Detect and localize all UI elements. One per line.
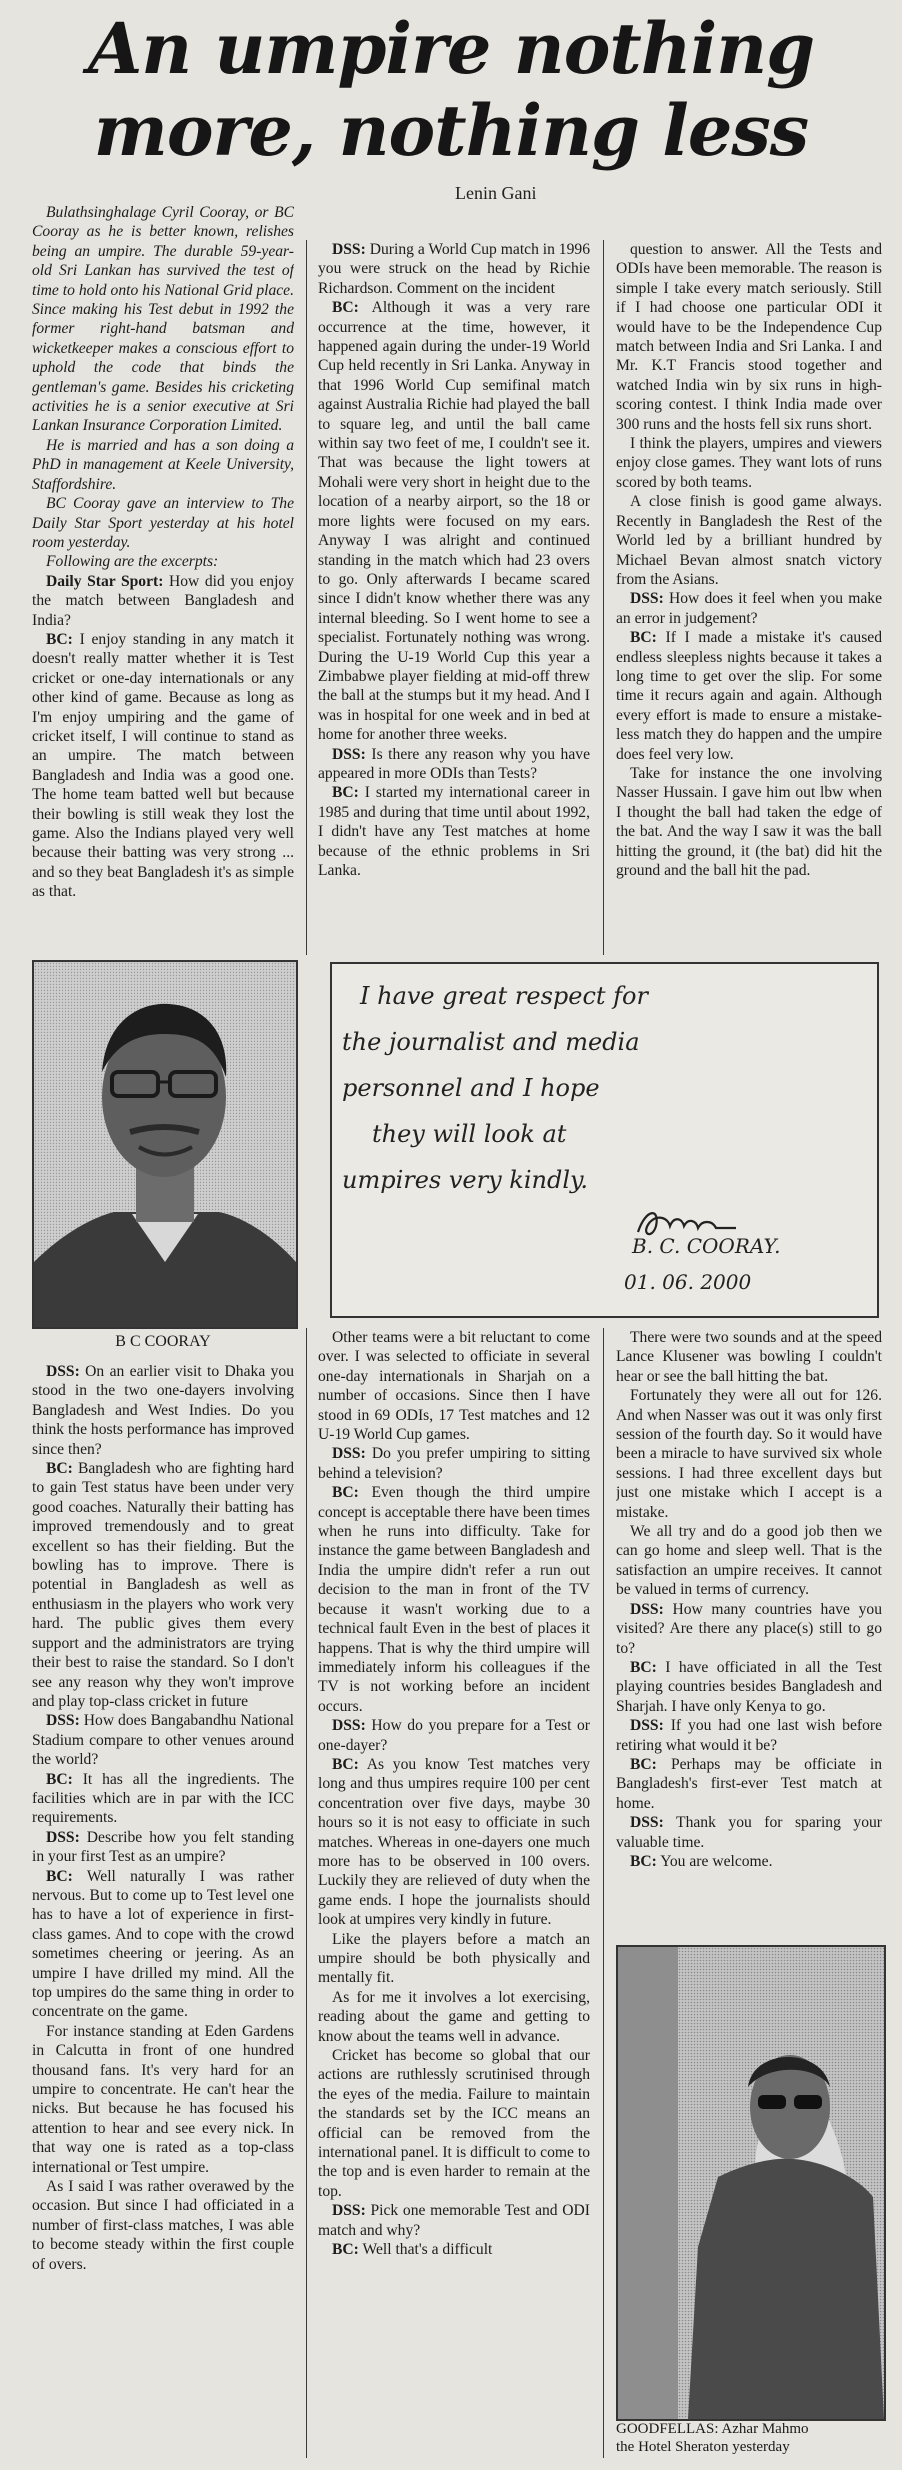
article-paragraph	[318, 298, 590, 744]
article-paragraph	[32, 1459, 294, 1711]
speaker-label: DSS:	[332, 241, 366, 258]
speaker-label: DSS:	[46, 1828, 80, 1846]
speaker-label: BC:	[630, 1658, 657, 1676]
paragraph-text: Even though the third umpire concept is acceptable there have been times when he runs into difficulty. Take for instance the game between Bangladesh and India the umpire didn't refer a run out decision to the man in front of the TV because it wasn't working due to a technical fault Even in the best of places it happens. That is why the third umpire will immediately inform his colleagues if the TV is not working before an incident occurs.	[318, 1484, 590, 1715]
paragraph-text: If I made a mistake it's caused endless sleepless nights because it takes a long time to get over the slip. For some time it recurs again and again. Although every effort is made to ensure a mistake-less match they do happen and the umpire does feel very low.	[616, 629, 882, 763]
article-paragraph	[616, 1716, 882, 1755]
article-paragraph	[616, 1813, 882, 1852]
column-3-top	[616, 240, 882, 955]
speaker-label: BC:	[332, 2241, 359, 2259]
article-paragraph	[616, 240, 882, 434]
article-paragraph	[616, 1755, 882, 1813]
speaker-label: DSS:	[630, 1717, 664, 1735]
article-paragraph	[32, 1711, 294, 1769]
article-paragraph	[616, 1658, 882, 1716]
speaker-label: BC:	[332, 784, 359, 802]
handwriting-line: the journalist and media	[342, 1028, 640, 1056]
headline-line-2: more, nothing less	[93, 89, 809, 172]
goodfellas-caption	[616, 2420, 882, 2456]
article-paragraph	[616, 1386, 882, 1522]
paragraph-text: Perhaps may be officiate in Bangladesh's first-ever Test match at home.	[616, 1755, 882, 1812]
paragraph-text: For instance standing at Eden Gardens in Calcutta in front of one hundred thousand fans. It's very hard for an umpire to concentrate. He can't hear the nicks. But because he has focused his attention to hear and see every nick. In that way one is rated as a top-class international or Test umpire.	[32, 2022, 294, 2176]
paragraph-text: Well naturally I was rather nervous. But to come up to Test level one has to have a lot of experience in first-class games. And to cope with the crowd sometimes cheering or jeering. As an umpire I have drilled my mind. All the top umpires do the same thing in order to concentrate on the game.	[32, 1867, 294, 2021]
interview-text	[32, 572, 294, 902]
intro-paragraph: Following are the excerpts:	[46, 553, 219, 571]
signed-date: 01. 06. 2000	[624, 1270, 752, 1294]
column-2-top	[318, 240, 590, 955]
paragraph-text: Is there any reason why you have appeared in more ODIs than Tests?	[318, 745, 590, 782]
article-paragraph	[318, 1444, 590, 1483]
paragraph-text: Thank you for sparing your valuable time.	[616, 1814, 882, 1851]
paragraph-text: Do you prefer umpiring to sitting behind a television?	[318, 1445, 590, 1482]
speaker-label: BC:	[332, 1755, 359, 1773]
speaker-label: DSS:	[630, 1814, 664, 1832]
article-paragraph	[32, 1362, 294, 1459]
column-2-bottom	[318, 1328, 590, 2458]
column-1-bottom	[32, 1362, 294, 2457]
handwriting-line: umpires very kindly.	[342, 1166, 589, 1194]
article-paragraph	[318, 2201, 590, 2240]
speaker-label: DSS:	[332, 2202, 366, 2220]
speaker-label: DSS:	[332, 1717, 366, 1735]
paragraph-text: During a World Cup match in 1996 you were struck on the head by Richie Richardson. Comment on the incident	[318, 241, 590, 297]
speaker-label: BC:	[46, 1460, 73, 1478]
paragraph-text: Pick one memorable Test and ODI match and why?	[318, 2202, 590, 2239]
paragraph-text: A close finish is good game always. Recently in Bangladesh the Rest of the World led by a brilliant hundred by Michael Bevan almost snatch victory from the Asians.	[616, 493, 882, 588]
signed-name: B. C. COORAY.	[632, 1234, 781, 1258]
goodfellas-image	[618, 1947, 884, 2419]
column-3-bottom	[616, 1328, 882, 1938]
article-paragraph	[616, 1522, 882, 1600]
article-paragraph	[616, 492, 882, 589]
article-paragraph	[318, 1716, 590, 1755]
article-paragraph	[32, 630, 294, 902]
paragraph-text: As you know Test matches very long and thus umpires require 100 per cent concentration over five days, maybe 30 hours so it is not easy to officiate in such matches. Whereas in one-dayers one much more has to be observed in 100 overs. Luckily they are relieved of duty when the game ends. I hope the journalists should look at umpires very kindly in future.	[318, 1755, 590, 1929]
article-paragraph	[318, 1328, 590, 1444]
paragraph-text: Although it was a very rare occurrence at the time, however, it happened again during the under-19 World Cup held recently in Sri Lanka. Anyway in that 1996 World Cup semifinal match against Australia Richie had played the ball to square leg, and until the ball came within say two feet of me, I couldn't see it. That was because the light towers at Mohali were very short in height due to the location of a nearby airport, so the 18 or more lights were focused on my ears. Anyway I was alright and continued standing in the match which had 23 overs to go. Only afterwards I became scared since I didn't know whether there was any internal bleeding. So I went home to see a specialist. Fortunately nothing was wrong. During the U-19 World Cup this year a Zimbabwe player fielding at mid-off threw the ball at the stumps but it my head. And I was in hospital for one week and in bed at home for another three weeks.	[318, 299, 590, 744]
column-1-top	[32, 203, 294, 955]
article-paragraph	[32, 572, 294, 630]
intro-paragraph: Bulathsinghalage Cyril Cooray, or BC Cooray as he is better known, relishes being an umpire. The durable 59-year-old Sri Lankan has survived the test of time to hold onto his National Grid place. Since making his Test debut in 1992 the former right-hand batsman and wicketkeeper makes a conscious effort to uphold the code that binds the gentleman's game. Besides his cricketing activities he is a senior executive at Sri Lankan Insurance Corporation Limited.	[32, 204, 294, 435]
speaker-label: BC:	[630, 629, 657, 647]
goodfellas-caption-line-1: GOODFELLAS: Azhar Mahmo	[616, 2421, 809, 2437]
paragraph-text: Describe how you felt standing in your first Test as an umpire?	[32, 1828, 294, 1866]
handwriting-line: personnel and I hope	[342, 1074, 600, 1102]
headline	[0, 8, 902, 172]
paragraph-text: We all try and do a good job then we can go home and sleep well. That is the satisfaction an umpire receives. It cannot be valued in terms of currency.	[616, 1523, 882, 1599]
article-paragraph	[616, 628, 882, 764]
article-paragraph	[318, 2046, 590, 2201]
paragraph-text: question to answer. All the Tests and ODIs have been memorable. The reason is simple I take every match seriously. Still if I had choose one particular ODI it would have to be the Independence Cup match between India and Sri Lanka. I and Mr. K.T Francis stood together and watched India win by six runs in high-scoring contest. I think India made over 300 runs and the hosts fell six runs short.	[616, 241, 882, 433]
speaker-label: BC:	[332, 1484, 359, 1502]
speaker-label: DSS:	[630, 1600, 664, 1618]
paragraph-text: If you had one last wish before retiring what would it be?	[616, 1717, 882, 1754]
article-paragraph	[318, 1483, 590, 1716]
column-rule	[603, 240, 604, 955]
handwriting-line: I have great respect for	[360, 982, 648, 1010]
handwritten-note	[330, 962, 879, 1318]
paragraph-text: How do you prepare for a Test or one-dayer?	[318, 1717, 590, 1754]
article-paragraph	[616, 589, 882, 628]
article-paragraph	[318, 745, 590, 784]
article-paragraph	[32, 2022, 294, 2177]
paragraph-text: Bangladesh who are fighting hard to gain Test status have been under very good coaches. Naturally their batting has improved tremendously and to great excellent so has their fielding. But the bowling has to improve. There is potential in Bangladesh as well as enthusiasm in the players who work very hard. The public gives them every support and the administrators are trying their best to raise the standard. So I don't see any reason why they won't improve and play top-class cricket in future	[32, 1460, 294, 1710]
speaker-label: BC:	[332, 299, 359, 317]
paragraph-text: How does Bangabandhu National Stadium compare to other venues around the world?	[32, 1712, 294, 1769]
article-paragraph	[318, 1755, 590, 1930]
speaker-label: BC:	[46, 630, 73, 648]
paragraph-text: How did you enjoy the match between Bangladesh and India?	[32, 572, 294, 629]
goodfellas-caption-line-2: the Hotel Sheraton yesterday	[616, 2439, 790, 2455]
paragraph-text: It has all the ingredients. The facilities which are in par with the ICC requirements.	[32, 1770, 294, 1827]
article-paragraph	[32, 1828, 294, 1867]
article-paragraph	[318, 1930, 590, 1988]
paragraph-text: On an earlier visit to Dhaka you stood in the two one-dayers involving Bangladesh and West Indies. Do you think the hosts performance has improved since then?	[32, 1363, 294, 1458]
paragraph-text: I have officiated in all the Test playing countries besides Bangladesh and Sharjah. I have only Kenya to go.	[616, 1658, 882, 1715]
paragraph-text: How many countries have you visited? Are there any place(s) still to go to?	[616, 1600, 882, 1657]
speaker-label: Daily Star Sport:	[46, 572, 164, 590]
column-rule	[603, 1328, 604, 2458]
intro-paragraph: BC Cooray gave an interview to The Daily Star Sport yesterday at his hotel room yesterday.	[32, 495, 294, 551]
paragraph-text: Other teams were a bit reluctant to come over. I was selected to officiate in several one-day internationals in Sharjah on a number of occasions. Since then I have stood in 69 ODIs, 17 Test matches and 12 U-19 World Cup games.	[318, 1329, 590, 1444]
article-paragraph	[32, 1867, 294, 2022]
article-paragraph	[616, 1852, 882, 1871]
article-paragraph	[318, 240, 590, 298]
speaker-label: DSS:	[630, 590, 664, 608]
portrait-image	[34, 962, 296, 1327]
paragraph-text: I enjoy standing in any match it doesn't really matter whether it is Test cricket or one-day internationals or any other kind of game. Because as long as I'm enjoy umpiring and the game of cricket itself, I will continue to stand as an umpire. The match between Bangladesh and India was a good one. The home team batted well but because their bowling is still weak they lost the game. Also the Indians played very well because their batting was very strong ... and so they beat Bangladesh it's as simple as that.	[32, 630, 294, 901]
article-paragraph	[616, 1328, 882, 1386]
article-paragraph	[616, 434, 882, 492]
paragraph-text: As for me it involves a lot exercising, reading about the game and getting to know about the teams well in advance.	[318, 1988, 590, 2045]
article-paragraph	[616, 764, 882, 880]
speaker-label: DSS:	[46, 1363, 80, 1380]
paragraph-text: As I said I was rather overawed by the occasion. But since I had officiated in a number of first-class matches, I was able to become steady within the first couple of overs.	[32, 2178, 294, 2273]
cooray-portrait-photo	[32, 960, 298, 1329]
paragraph-text: You are welcome.	[660, 1852, 773, 1870]
speaker-label: BC:	[46, 1770, 73, 1788]
paragraph-text: Cricket has become so global that our actions are ruthlessly scrutinised through the eyes of the media. Failure to maintain the standards set by the ICC means an official can be removed from the international panel. It is difficult to come to the top and is even harder to remain at the top.	[318, 2047, 590, 2200]
column-rule	[306, 1328, 307, 2458]
paragraph-text: I think the players, umpires and viewers enjoy close games. They want lots of runs scored by both teams.	[616, 435, 882, 491]
speaker-label: BC:	[630, 1852, 657, 1870]
intro-paragraph: He is married and has a son doing a PhD in management at Keele University, Staffordshire.	[32, 436, 294, 493]
handwriting-line: they will look at	[372, 1120, 567, 1148]
photo-caption: B C COORAY	[115, 1333, 211, 1350]
paragraph-text: Like the players before a match an umpire should be both physically and mentally fit.	[318, 1930, 590, 1987]
speaker-label: DSS:	[332, 1445, 366, 1463]
speaker-label: BC:	[630, 1755, 657, 1773]
article-paragraph	[32, 2177, 294, 2274]
paragraph-text: There were two sounds and at the speed Lance Klusener was bowling I couldn't hear or see the ball hitting the bat.	[616, 1329, 882, 1385]
speaker-label: DSS:	[46, 1712, 80, 1730]
paragraph-text: I started my international career in 1985 and during that time until about 1992, I didn't have any Test matches at home because of the ethnic problems in Sri Lanka.	[318, 784, 590, 879]
article-paragraph	[318, 1988, 590, 2046]
paragraph-text: Well that's a difficult	[362, 2241, 493, 2259]
article-paragraph	[318, 2240, 590, 2259]
goodfellas-photo	[616, 1945, 886, 2421]
paragraph-text: How does it feel when you make an error in judgement?	[616, 590, 882, 627]
paragraph-text: Fortunately they were all out for 126. And when Nasser was out it was only first session of the fourth day. So it would have been a miracle to have survived six whole sessions. I had three excellent days but just one mistake which I accept is a mistake.	[616, 1387, 882, 1521]
article-paragraph	[32, 1770, 294, 1828]
speaker-label: BC:	[46, 1867, 73, 1885]
byline: Lenin Gani	[455, 183, 537, 203]
speaker-label: DSS:	[332, 745, 366, 763]
article-paragraph	[616, 1600, 882, 1658]
paragraph-text: Take for instance the one involving Nasser Hussain. I gave him out lbw when I thought the ball had taken the edge of the bat. And the way I saw it was the ball hitting the ground, it (the bat) did hit the ground and the ball hit the pad.	[616, 764, 882, 879]
column-rule	[306, 240, 307, 955]
headline-line-1: An umpire nothing	[87, 7, 815, 90]
article-paragraph	[318, 783, 590, 880]
